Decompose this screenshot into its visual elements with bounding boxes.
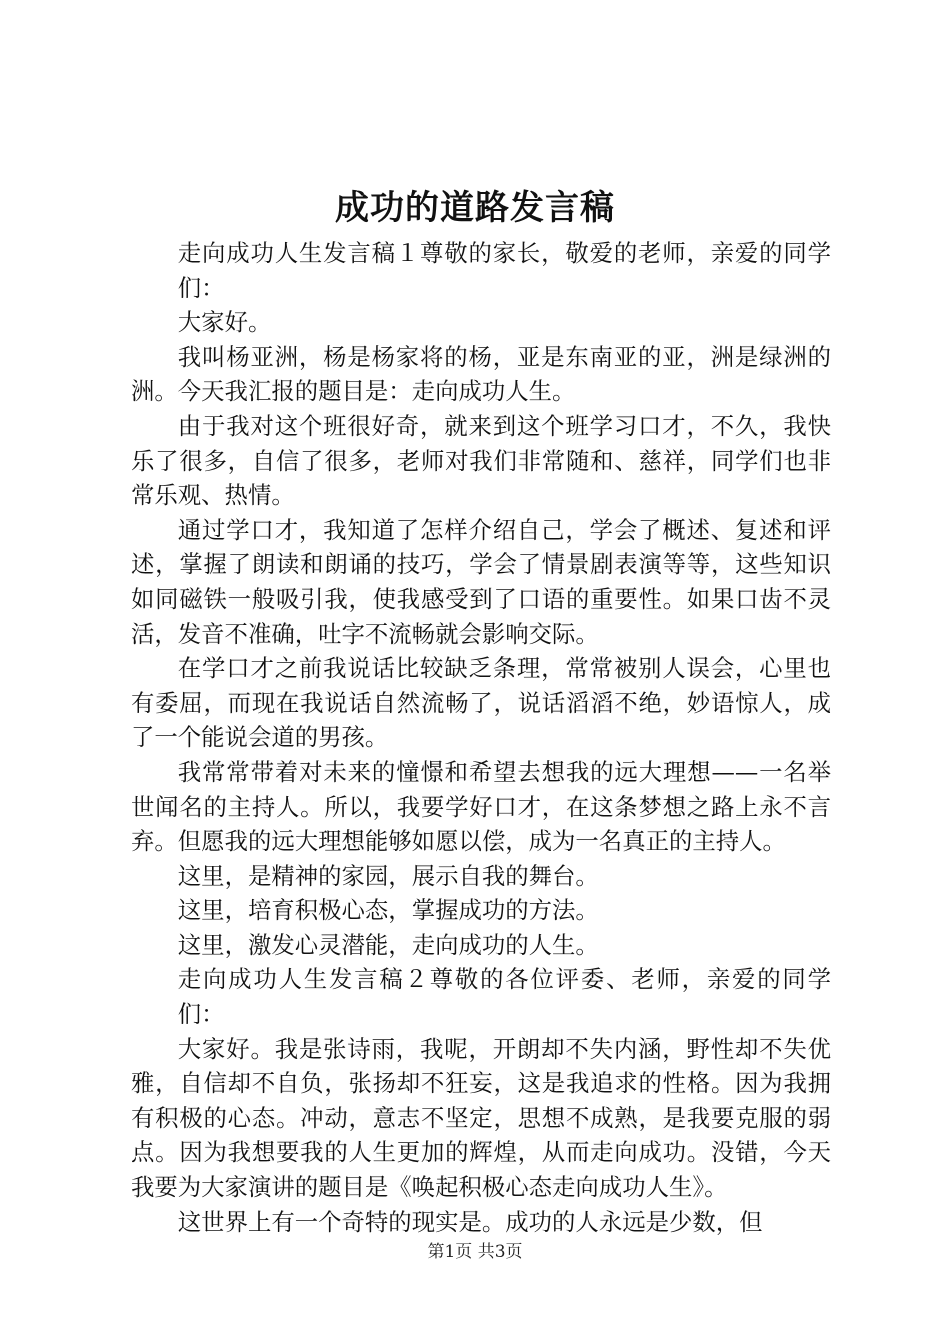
- paragraph: 这里，培育积极心态，掌握成功的方法。: [177, 896, 599, 925]
- paragraph: 这世界上有一个奇特的现实是。成功的人永远是少数，但: [177, 1207, 763, 1236]
- page-number-footer: 第1页 共3页: [427, 1242, 523, 1262]
- paragraph: 在学口才之前我说话比较缺乏条理，常常被别人误会，心里也有委屈，而现在我说话自然流畅了，说话滔滔不绝，妙语惊人，成了一个能说会道的男孩。: [131, 654, 831, 752]
- paragraph: 这里，是精神的家园，展示自我的舞台。: [177, 861, 599, 890]
- paragraph-speech-2-heading: 走向成功人生发言稿２尊敬的各位评委、老师，亲爱的同学们：: [177, 965, 831, 1029]
- paragraph: 大家好。: [177, 308, 272, 337]
- paragraph: 由于我对这个班很好奇，就来到这个班学习口才，不久，我快乐了很多，自信了很多，老师对我们非常随和、慈祥，同学们也非常乐观、热情。: [131, 411, 831, 510]
- document-body: [131, 236, 831, 1239]
- paragraph: 大家好。我是张诗雨，我呢，开朗却不失内涵，野性却不失优雅，自信却不自负，张扬却不狂妄，这是我追求的性格。因为我拥有积极的心态。冲动，意志不坚定，思想不成熟，是我要克服的弱点。因为我想要我的人生更加的辉煌，从而走向成功。没错，今天我要为大家演讲的题目是《唤起积极心态走向成功人生》。: [131, 1034, 831, 1202]
- paragraph: 通过学口才，我知道了怎样介绍自己，学会了概述、复述和评述，掌握了朗读和朗诵的技巧，学会了情景剧表演等等，这些知识如同磁铁一般吸引我，使我感受到了口语的重要性。如果口齿不灵活，发音不准确，吐字不流畅就会影响交际。: [131, 515, 831, 648]
- paragraph: 这里，激发心灵潜能，走向成功的人生。: [177, 930, 599, 959]
- paragraph: 我叫杨亚洲，杨是杨家将的杨，亚是东南亚的亚，洲是绿洲的洲。今天我汇报的题目是：走向成功人生。: [131, 342, 831, 406]
- paragraph-speech-1-heading: 走向成功人生发言稿１尊敬的家长，敬爱的老师，亲爱的同学们：: [177, 239, 831, 302]
- document-title: 成功的道路发言稿: [335, 188, 615, 228]
- paragraph: 我常常带着对未来的憧憬和希望去想我的远大理想——一名举世闻名的主持人。所以，我要学好口才，在这条梦想之路上永不言弃。但愿我的远大理想能够如愿以偿，成为一名真正的主持人。: [131, 757, 831, 856]
